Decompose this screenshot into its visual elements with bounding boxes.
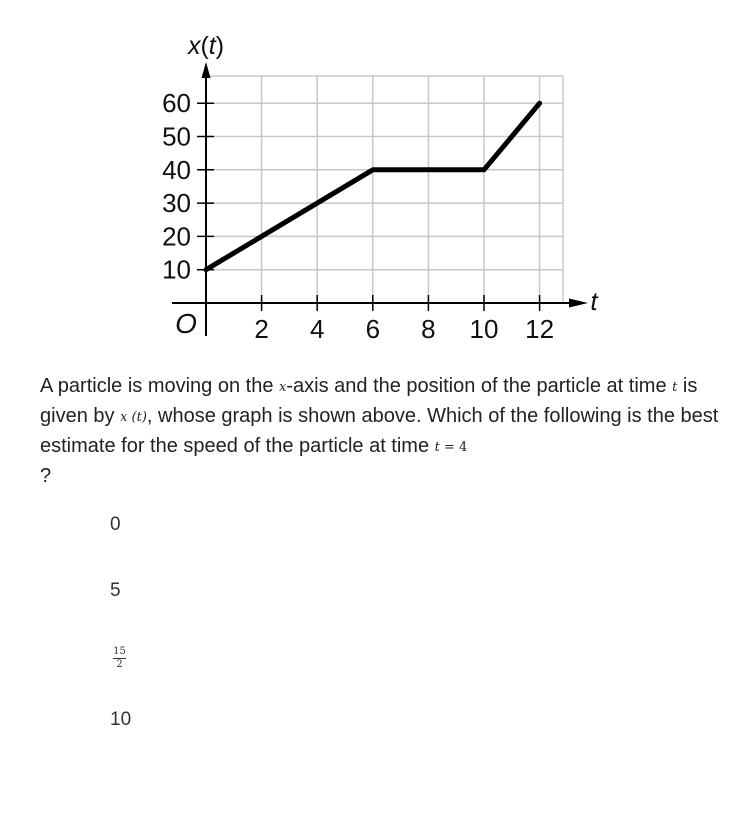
y-tick-label-10: 10 bbox=[162, 254, 191, 285]
y-tick-label-60: 60 bbox=[162, 88, 191, 119]
choice-b[interactable]: 5 bbox=[110, 580, 121, 601]
chart-ticks bbox=[197, 103, 540, 311]
choice-a[interactable]: 0 bbox=[110, 514, 121, 535]
question-text: A particle is moving on the x-axis and the position of the particle at time t is given by x (t), whose graph is shown above. Which of the following is the best estimate for the speed of the particle at time t = 4 ? bbox=[40, 375, 719, 487]
y-tick-label-30: 30 bbox=[162, 188, 191, 219]
x-tick-label-4: 4 bbox=[309, 314, 325, 344]
x-axis-arrow bbox=[569, 299, 588, 308]
math-var-t: t bbox=[672, 380, 678, 395]
position-time-graph bbox=[0, 0, 732, 360]
x-tick-label-6: 6 bbox=[365, 314, 381, 344]
x-tick-label-12: 12 bbox=[525, 314, 555, 344]
origin-label: O bbox=[175, 308, 197, 339]
x-tick-label-10: 10 bbox=[469, 314, 499, 344]
chart-labels bbox=[162, 32, 599, 344]
y-tick-label-50: 50 bbox=[162, 121, 191, 152]
y-tick-label-20: 20 bbox=[162, 221, 191, 252]
y-axis-arrow bbox=[202, 62, 211, 78]
math-var-x: x bbox=[279, 380, 287, 395]
math-condition: t = 4 bbox=[434, 440, 468, 455]
y-axis-label: x(t) bbox=[187, 32, 225, 60]
x-tick-label-2: 2 bbox=[254, 314, 269, 344]
fraction-numerator: 15 bbox=[113, 646, 126, 657]
choice-d[interactable]: 10 bbox=[110, 709, 132, 730]
math-func-x-of-t: x (t) bbox=[120, 410, 147, 425]
chart-grid bbox=[206, 76, 563, 303]
y-tick-label-40: 40 bbox=[162, 154, 191, 185]
x-tick-label-8: 8 bbox=[421, 314, 436, 344]
choice-c[interactable] bbox=[113, 646, 126, 671]
fraction-denominator: 2 bbox=[116, 659, 123, 670]
x-axis-label: t bbox=[590, 286, 598, 316]
